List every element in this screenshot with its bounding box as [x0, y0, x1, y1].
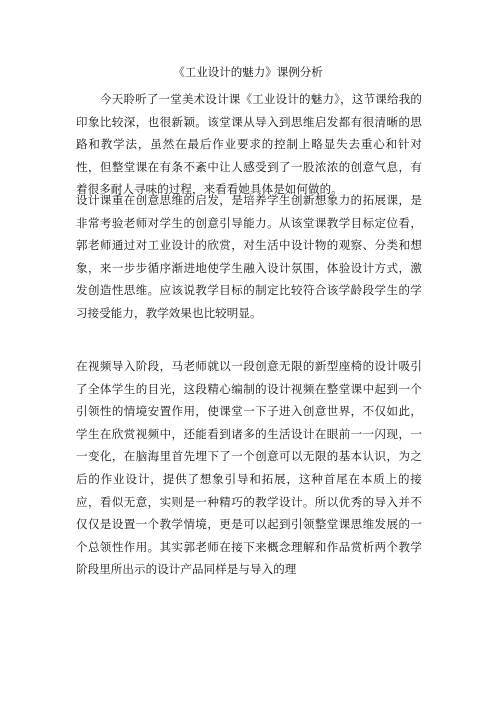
paragraph-objectives: 设计课重在创意思维的启发，是培养学生创新想象力的拓展课，是非常考验老师对学生的创意引导能力。从该堂课教学目标定位看，郭老师通过对工业设计的欣赏，对生活中设计物的观察、分类和想象，来一步步循序渐进地使学生融入设计氛围，体验设计方式，激发创造性思维。应该说教学目标的制定比较符合该学龄段学生的学习接受能力，教学效果也比较明显。: [76, 193, 422, 320]
document-title: 《工业设计的魅力》课例分析: [173, 65, 323, 79]
paragraph-intro: 今天聆听了一堂美术设计课《工业设计的魅力》，这节课给我的印象比较深，也很新颖。该堂课从导入到思维启发都有很清晰的思路和教学法，虽然在最后作业要求的控制上略显失去重心和针对性，但整堂课在有条不紊中让人感受到了一股浓浓的创意气息，有着很多耐人寻味的过程，来看看她具体是如何做的。: [76, 92, 422, 197]
paragraph-video-intro: 在视频导入阶段，马老师就以一段创意无限的新型座椅的设计吸引了全体学生的目光，这段精心编制的设计视频在整堂课中起到一个引领性的情境安置作用，使课堂一下子进入创意世界，不仅如此，学生在欣赏视频中，还能看到诸多的生活设计在眼前一一闪现，一一变化，在脑海里首先埋下了一个创意可以无限的基本认识，为之后的作业设计，提供了想象引导和拓展，这种首尾在本质上的接应，看似无意，实则是一种精巧的教学设计。所以优秀的导入并不仅仅是设置一个教学情境，更是可以起到引领整堂课思维发展的一个总领性作用。其实郭老师在接下来概念理解和作品赏析两个教学阶段里所出示的设计产品同样是与导入的理: [76, 359, 422, 577]
